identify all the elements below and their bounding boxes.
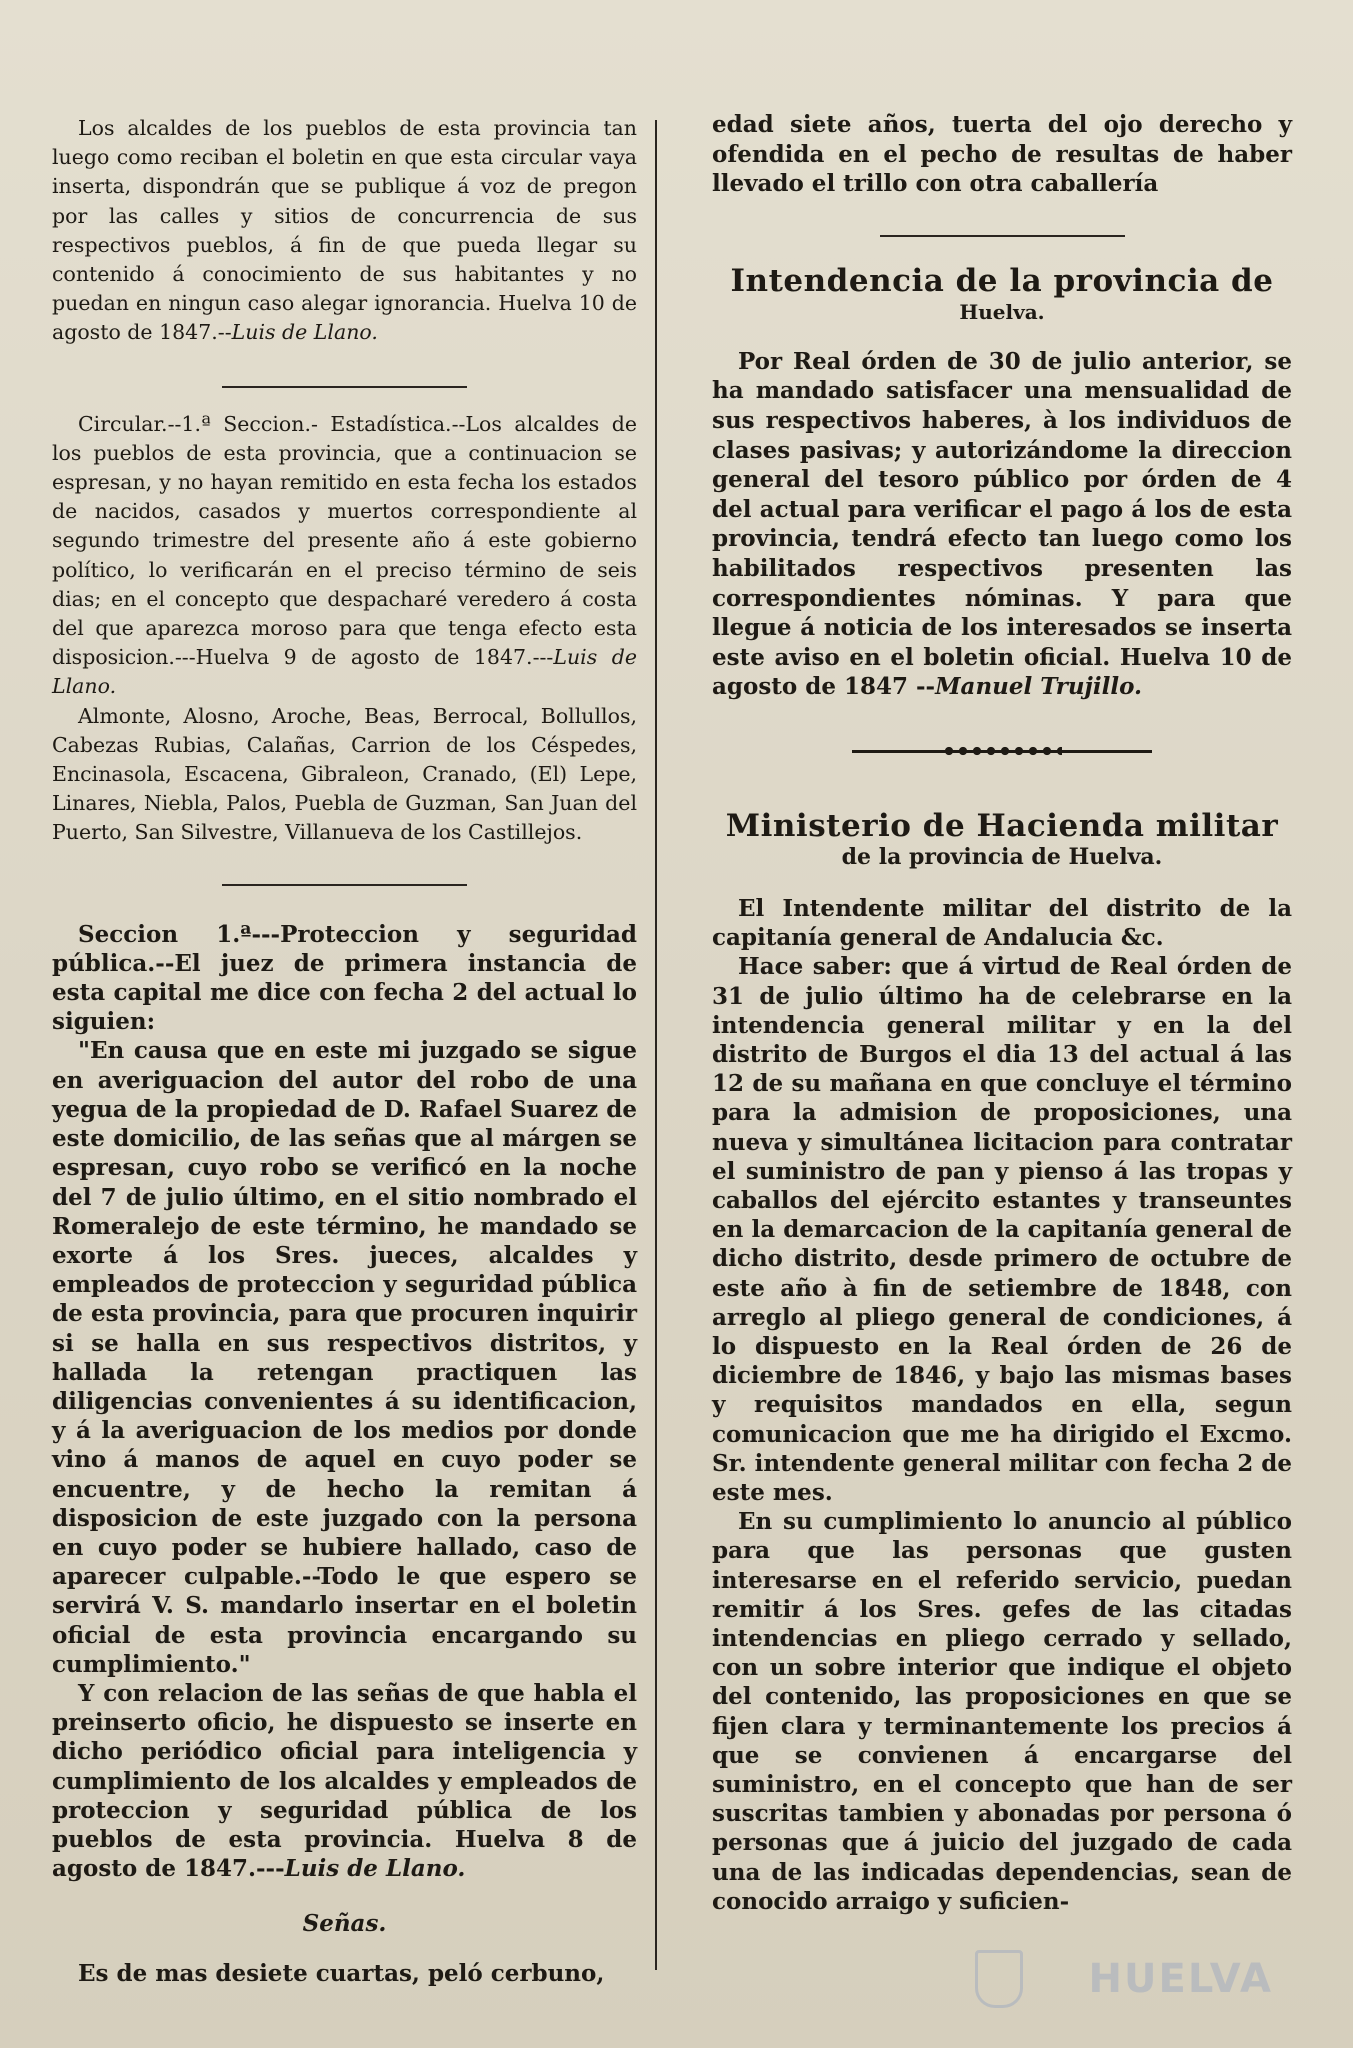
column-divider (655, 120, 657, 1970)
huelva-shield-icon (975, 1950, 1023, 2008)
hace-saber-paragraph: Hace saber: que á virtud de Real órden de 31 de julio último ha de celebrarse en la intendencia general militar y en la del distrito de Burgos el dia 13 del actual á las 12 de su mañana en que concluye el término para la admision de proposiciones, una nueva y simultánea licitacion para contratar el suministro de pan y pienso á las tropas y caballos del ejército estantes y transeuntes en la demarcacion de la capitanía general de dicho distrito, desde primero de octubre de este año à fin de setiembre de 1848, con arreglo al pliego general de condiciones, á lo dispuesto en la Real órden de 26 de diciembre de 1846, y bajo las mismas bases y requisitos mandados en ella, segun comunicacion que me ha dirigido el Excmo. Sr. intendente general militar con fecha 2 de este mes. (712, 953, 1292, 1506)
left-column (52, 110, 637, 1988)
senas-title: Señas. (302, 1910, 387, 1938)
intendencia-title: Intendencia de la provincia de (730, 262, 1274, 299)
right-column (712, 110, 1292, 1916)
section-rule (222, 884, 467, 886)
ornament-divider (852, 746, 1152, 756)
senas-description: Es de mas desiete cuartas, peló cerbuno, (78, 1959, 605, 1987)
ministerio-subtitle: de la provincia de Huelva. (841, 843, 1163, 870)
senas-insert-paragraph: Y con relacion de las señas de que habla el preinserto oficio, he dispuesto se inserte en dicho periódico oficial para inteligencia y cumplimiento de los alcaldes y empleados de proteccion y seguridad pública de los pueblos de esta provincia. Huelva 8 de agosto de 1847.---Luis de Llano. (52, 1679, 637, 1883)
juez-quote-paragraph: "En causa que en este mi juzgado se sigue en averiguacion del autor del robo de una yegua de la propiedad de D. Rafael Suarez de este domicilio, de las señas que al márgen se espresan, cuyo robo se verificó en la noche del 7 de julio último, en el sitio nombrado el Romeralejo de este término, he mandado se exorte á los Sres. jueces, alcaldes y empleados de proteccion y seguridad pública de esta provincia, para que procuren inquirir si se halla en sus respectivos distritos, y hallada la retengan practiquen las diligencias convenientes á su identificacion, y á la averiguacion de los medios por donde vino á manos de aquel en cuyo poder se encuentre, y de hecho la remitan á disposicion de este juzgado con la persona en cuyo poder se hubiere hallado, caso de aparecer culpable.--Todo le que espero se servirá V. S. mandarlo insertar en el boletin oficial de esta provincia encargando su cumplimiento." (52, 1037, 637, 1678)
seccion-proteccion-heading: Seccion 1.ª---Proteccion y seguridad pública.--El juez de primera instancia de esta capital me dice con fecha 2 del actual lo siguien: (52, 920, 637, 1036)
pueblos-list: Almonte, Alosno, Aroche, Beas, Berrocal, Bollullos, Cabezas Rubias, Calañas, Carrion de los Céspedes, Encinasola, Escacena, Gibraleon, Cranado, (El) Lepe, Linares, Niebla, Palos, Puebla de Guzman, San Juan del Puerto, San Silvestre, Villanueva de los Castillejos. (52, 703, 637, 845)
section-rule (222, 386, 467, 388)
circular-alcaldes-paragraph: Los alcaldes de los pueblos de esta provincia tan luego como reciban el boletin en que esta circular vaya inserta, dispondrán que se publique á voz de pregon por las calles y sitios de concurrencia de sus respectivos pueblos, á fin de que pueda llegar su contenido á conocimiento de sus habitantes y no puedan en ningun caso alegar ignorancia. Huelva 10 de agosto de 1847.--Luis de Llano. (52, 116, 637, 345)
section-rule (880, 235, 1125, 237)
ministerio-title: Ministerio de Hacienda militar (725, 807, 1279, 844)
intendente-intro: El Intendente militar del distrito de la capitanía general de Andalucia &c. (712, 894, 1292, 952)
huelva-watermark: HUELVA (1088, 1956, 1273, 2002)
cumplimiento-paragraph: En su cumplimiento lo anuncio al público para que las personas que gusten interesarse en el referido servicio, puedan remitir á los Sres. gefes de las citadas intendencias en pliego cerrado y sellado, con un sobre interior que indique el objeto del contenido, las proposiciones en que se fijen clara y terminantemente los precios á que se convienen á encargarse del suministro, en el concepto que han de ser suscritas tambien y abonadas por persona ó personas que á juicio del juzgado de cada una de las indicadas dependencias, sean de conocido arraigo y suficien- (712, 1508, 1292, 1915)
intendencia-paragraph: Por Real órden de 30 de julio anterior, se ha mandado satisfacer una mensualidad de sus respectivos haberes, à los individuos de clases pasivas; y autorizándome la direccion general del tesoro público por órden de 4 del actual para verificar el pago á los de esta provincia, tendrá efecto tan luego como los habilitados respectivos presenten las correspondientes nóminas. Y para que llegue á noticia de los interesados se inserta este aviso en el boletin oficial. Huelva 10 de agosto de 1847 --Manuel Trujillo. (712, 347, 1292, 701)
intendencia-subtitle: Huelva. (959, 299, 1045, 324)
circular-estadistica-paragraph: Circular.--1.ª Seccion.- Estadística.--Los alcaldes de los pueblos de esta provincia, que a continuacion se espresan, y no hayan remitido en esta fecha los estados de nacidos, casados y muertos correspondiente al segundo trimestre del presente año á este gobierno político, lo verificarán en el preciso término de seis dias; en el concepto que despacharé veredero á costa del que aparezca moroso para que tenga efecto esta disposicion.---Huelva 9 de agosto de 1847.---Luis de Llano. (52, 411, 637, 699)
senas-continuation: edad siete años, tuerta del ojo derecho y ofendida en el pecho de resultas de haber llevado el trillo con otra caballería (712, 111, 1292, 198)
